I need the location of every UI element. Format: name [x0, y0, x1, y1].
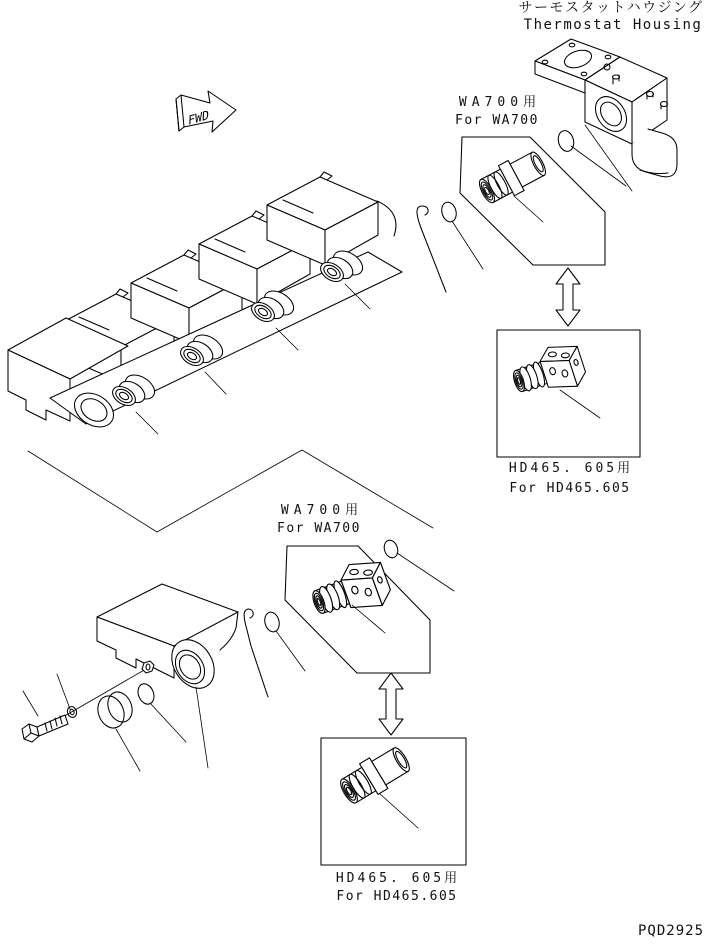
leader-line: [452, 221, 483, 269]
callout-wa700-bottom: [285, 546, 430, 673]
valve-block-hd465: [508, 339, 589, 405]
pipe-fitting-wa700: [475, 147, 551, 209]
title-english: Thermostat Housing: [523, 17, 703, 33]
double-arrow-top: [556, 268, 580, 326]
o-ring-small-bottom: [263, 611, 282, 634]
label-hd465-bottom-jp: HD465. 605用: [335, 871, 461, 886]
label-wa700-bottom-jp: WA700用: [280, 503, 364, 518]
title-japanese: サーモスタットハウジング: [518, 0, 704, 16]
callout-wa700-top: [460, 137, 605, 265]
valve-block-wa700: [306, 554, 395, 627]
label-wa700-top-en: For WA700: [455, 113, 539, 128]
drawing-number: PQD2925: [638, 923, 705, 939]
elbow-boss-nut: [142, 661, 154, 673]
o-ring-housing: [556, 129, 576, 153]
water-outlet-elbow-assembly: [22, 584, 238, 771]
fwd-arrow: [176, 91, 236, 132]
leader-line: [276, 631, 305, 671]
o-ring-wa700-bottom: [382, 538, 400, 559]
callout-hd465-right: [497, 330, 640, 457]
intake-manifold-assembly: [8, 172, 402, 434]
o-ring-small-top: [440, 201, 459, 224]
pipe-fitting-hd465: [335, 742, 414, 809]
thermostat-housing-part: [535, 39, 677, 177]
fwd-label: FWD: [187, 107, 210, 129]
spring-clip-top: [417, 206, 446, 292]
cover-cap: [93, 688, 136, 732]
label-wa700-bottom-en: For WA700: [277, 521, 361, 536]
hex-bolt: [22, 715, 68, 742]
double-arrow-bottom: [379, 673, 403, 735]
label-hd465-bottom-en: For HD465.605: [336, 889, 458, 904]
label-hd465-right-en: For HD465.605: [509, 481, 631, 496]
o-ring-elbow: [135, 681, 157, 706]
leader-line: [397, 553, 454, 591]
callout-hd465-bottom: [321, 738, 466, 865]
label-hd465-right-jp: HD465. 605用: [508, 461, 634, 476]
label-wa700-top-jp: WA700用: [458, 95, 542, 110]
leader-line: [571, 146, 626, 186]
zigzag-leader-line: [28, 450, 433, 532]
